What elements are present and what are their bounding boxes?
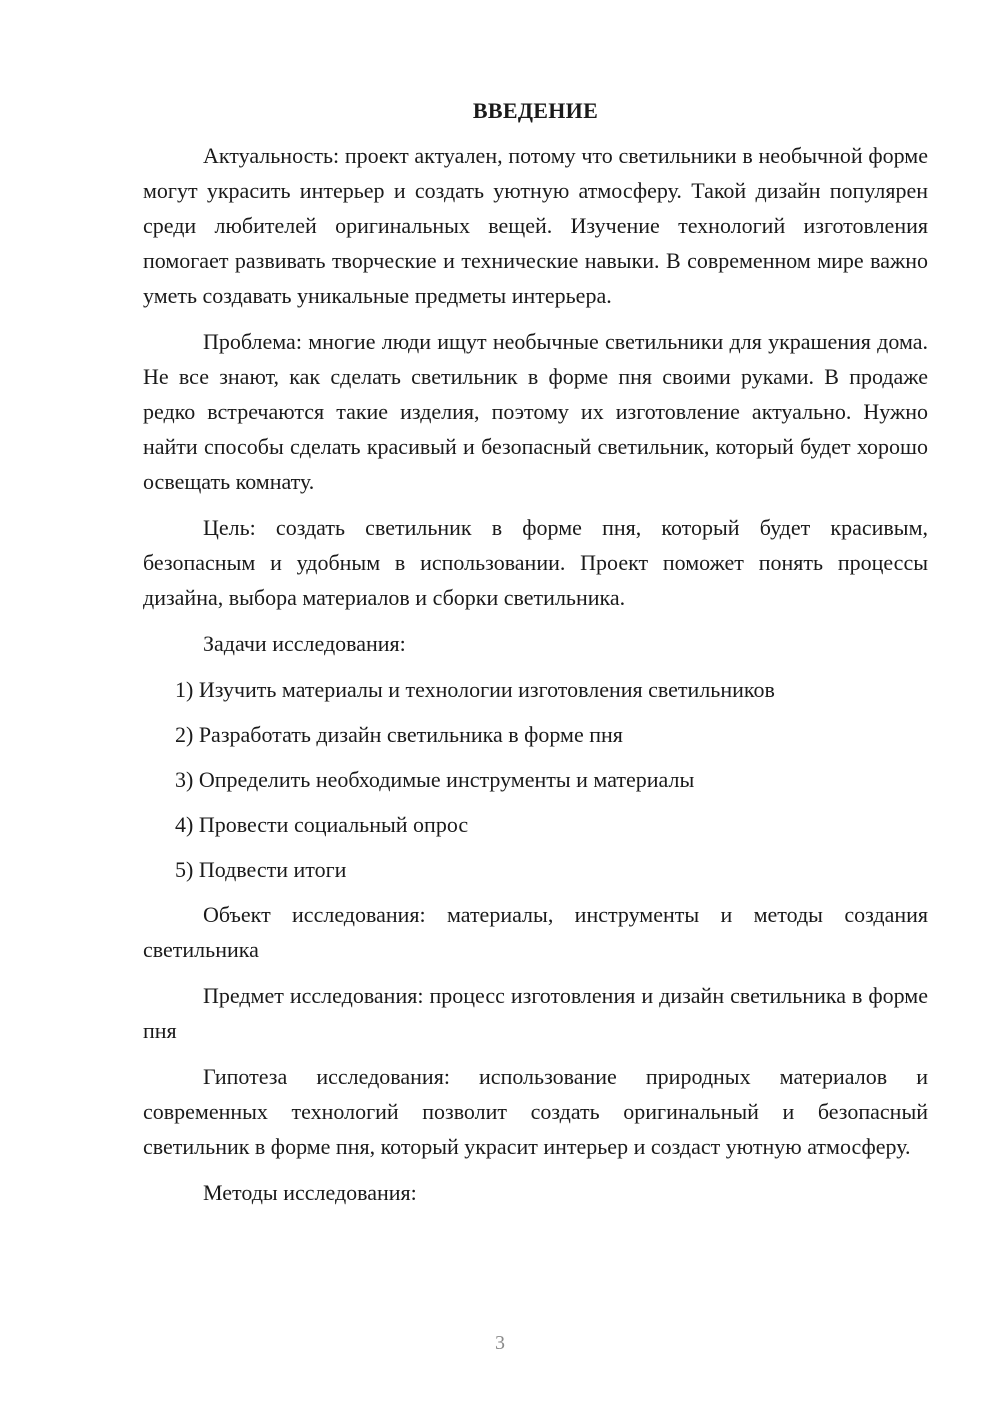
subject-paragraph: Предмет исследования: процесс изготовления и дизайн светильника в форме пня [143,983,928,1043]
section-heading: ВВЕДЕНИЕ [472,98,599,123]
page-number: 3 [495,1332,505,1354]
hypothesis-paragraph: Гипотеза исследования: использование природных материалов и современных технологий позволит создать оригинальный и безопасный светильник в форме пня, который украсит интерьер и создаст уютную атмосферу. [143,1064,928,1159]
list-item: 5) Подвести итоги [175,857,347,882]
document-page [143,96,928,1221]
methods-title: Методы исследования: [203,1180,417,1205]
tasks-title: Задачи исследования: [203,631,406,656]
tasks-list [143,672,928,887]
goal-paragraph: Цель: создать светильник в форме пня, который будет красивым, безопасным и удобным в использовании. Проект поможет понять процессы дизайна, выбора материалов и сборки светильника. [143,515,928,610]
relevance-paragraph: Актуальность: проект актуален, потому что светильники в необычной форме могут украсить интерьер и создать уютную атмосферу. Такой дизайн популярен среди любителей оригинальных вещей. Изучение технологий изготовления помогает развивать творческие и технические навыки. В современном мире важно уметь создавать уникальные предметы интерьера. [143,143,928,308]
list-item: 4) Провести социальный опрос [175,812,469,837]
list-item: 2) Разработать дизайн светильника в форме пня [175,722,623,747]
object-paragraph: Объект исследования: материалы, инструменты и методы создания светильника [143,902,928,962]
list-item: 3) Определить необходимые инструменты и материалы [175,767,695,792]
list-item: 1) Изучить материалы и технологии изготовления светильников [175,677,775,702]
problem-paragraph: Проблема: многие люди ищут необычные светильники для украшения дома. Не все знают, как сделать светильник в форме пня своими руками. В продаже редко встречаются такие изделия, поэтому их изготовление актуально. Нужно найти способы сделать красивый и безопасный светильник, который будет хорошо освещать комнату. [143,329,928,494]
